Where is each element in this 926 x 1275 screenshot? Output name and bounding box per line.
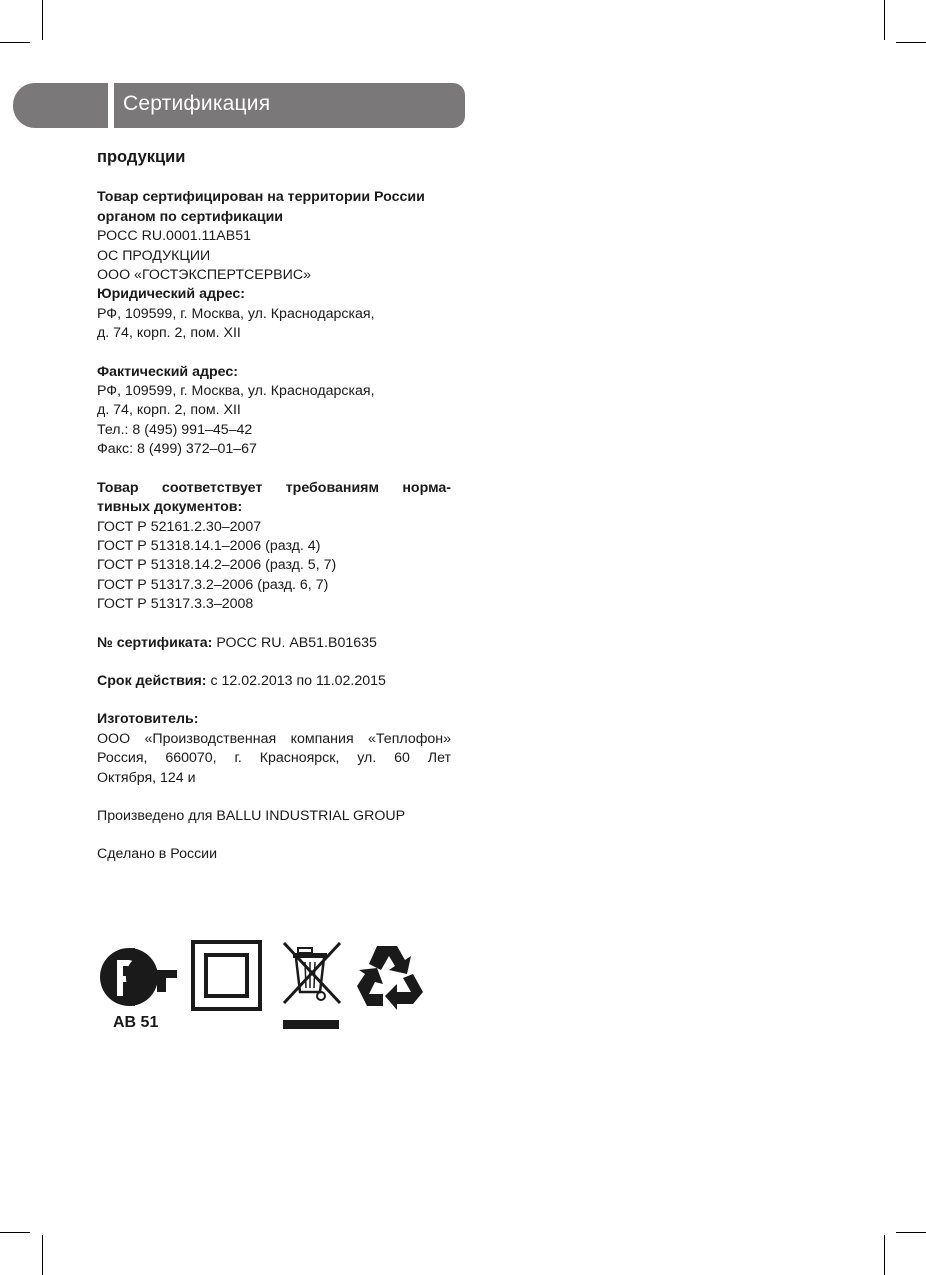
crop-mark xyxy=(42,1235,43,1275)
standard-line: ГОСТ Р 51317.3.2–2006 (разд. 6, 7) xyxy=(97,576,329,593)
legal-address-line: РФ, 109599, г. Москва, ул. Краснодарская, xyxy=(97,305,375,322)
standard-line: ГОСТ Р 51318.14.2–2006 (разд. 5, 7) xyxy=(97,557,337,574)
manufacturer-line: Россия, 660070, г. Красноярск, ул. 60 Лет xyxy=(97,750,451,767)
validity-label: Срок действия: xyxy=(97,672,207,689)
phone-line: Тел.: 8 (495) 991–45–42 xyxy=(97,421,253,438)
certificate-label: № сертификата: xyxy=(97,634,213,651)
crop-mark xyxy=(884,0,885,40)
actual-address-line: РФ, 109599, г. Москва, ул. Краснодарская, xyxy=(97,383,375,400)
made-in: Сделано в России xyxy=(97,846,218,863)
manufacturer-block xyxy=(97,710,451,788)
standards-label-cont: тивных документов: xyxy=(97,499,243,516)
section-subtitle: продукции xyxy=(97,148,186,166)
standard-line: ГОСТ Р 51317.3.3–2008 xyxy=(97,596,254,613)
standards-label: Товар соответствует требованиям норма- xyxy=(97,479,451,496)
crop-mark xyxy=(896,1232,926,1233)
certificate-value: РОСС RU. АВ51.В01635 xyxy=(212,634,377,651)
actual-address-block xyxy=(97,363,451,460)
made-in-block xyxy=(97,845,451,864)
produced-for-block xyxy=(97,807,451,826)
crop-mark xyxy=(884,1235,885,1275)
produced-for: Произведено для BALLU INDUSTRIAL GROUP xyxy=(97,807,406,824)
section-header xyxy=(13,83,465,128)
fax-line: Факс: 8 (499) 372–01–67 xyxy=(97,441,257,458)
recycling-arrows-icon xyxy=(353,942,425,1017)
crop-mark xyxy=(0,42,30,43)
crossed-wheelie-bin-weee-icon xyxy=(281,940,343,1037)
certification-intro: Товар сертифицирован на территории России органом по сертификации xyxy=(97,189,425,225)
manufacturer-line: Октября, 124 и xyxy=(97,769,196,786)
cert-line: ООО «ГОСТЭКСПЕРТСЕРВИС» xyxy=(97,267,311,284)
legal-address-label: Юридический адрес: xyxy=(97,286,245,303)
double-insulation-class-ii-icon xyxy=(191,940,262,1016)
standard-line: ГОСТ Р 52161.2.30–2007 xyxy=(97,518,262,535)
cert-line: ОС ПРОДУКЦИИ xyxy=(97,247,211,264)
certification-logos xyxy=(97,940,437,1040)
validity-value: с 12.02.2013 по 11.02.2015 xyxy=(206,672,386,689)
header-separator xyxy=(108,83,114,128)
validity-period xyxy=(97,672,451,691)
actual-address-line: д. 74, корп. 2, пом. XII xyxy=(97,402,241,419)
standard-line: ГОСТ Р 51318.14.1–2006 (разд. 4) xyxy=(97,537,321,554)
rst-certification-mark-icon xyxy=(97,944,179,1015)
crop-mark xyxy=(896,42,926,43)
crop-mark xyxy=(0,1232,30,1233)
section-title: Сертификация xyxy=(123,92,271,115)
actual-address-label: Фактический адрес: xyxy=(97,363,238,380)
crop-mark xyxy=(42,0,43,40)
certificate-number xyxy=(97,634,451,653)
cert-line: РОСС RU.0001.11АВ51 xyxy=(97,228,251,245)
rst-mark-code: AB 51 xyxy=(113,1014,159,1031)
manufacturer-label: Изготовитель: xyxy=(97,711,199,728)
legal-address-line: д. 74, корп. 2, пом. XII xyxy=(97,325,241,342)
manufacturer-line: ООО «Производственная компания «Теплофон» xyxy=(97,730,451,747)
certification-content xyxy=(97,148,451,884)
standards-block xyxy=(97,479,451,615)
certification-block xyxy=(97,188,451,343)
